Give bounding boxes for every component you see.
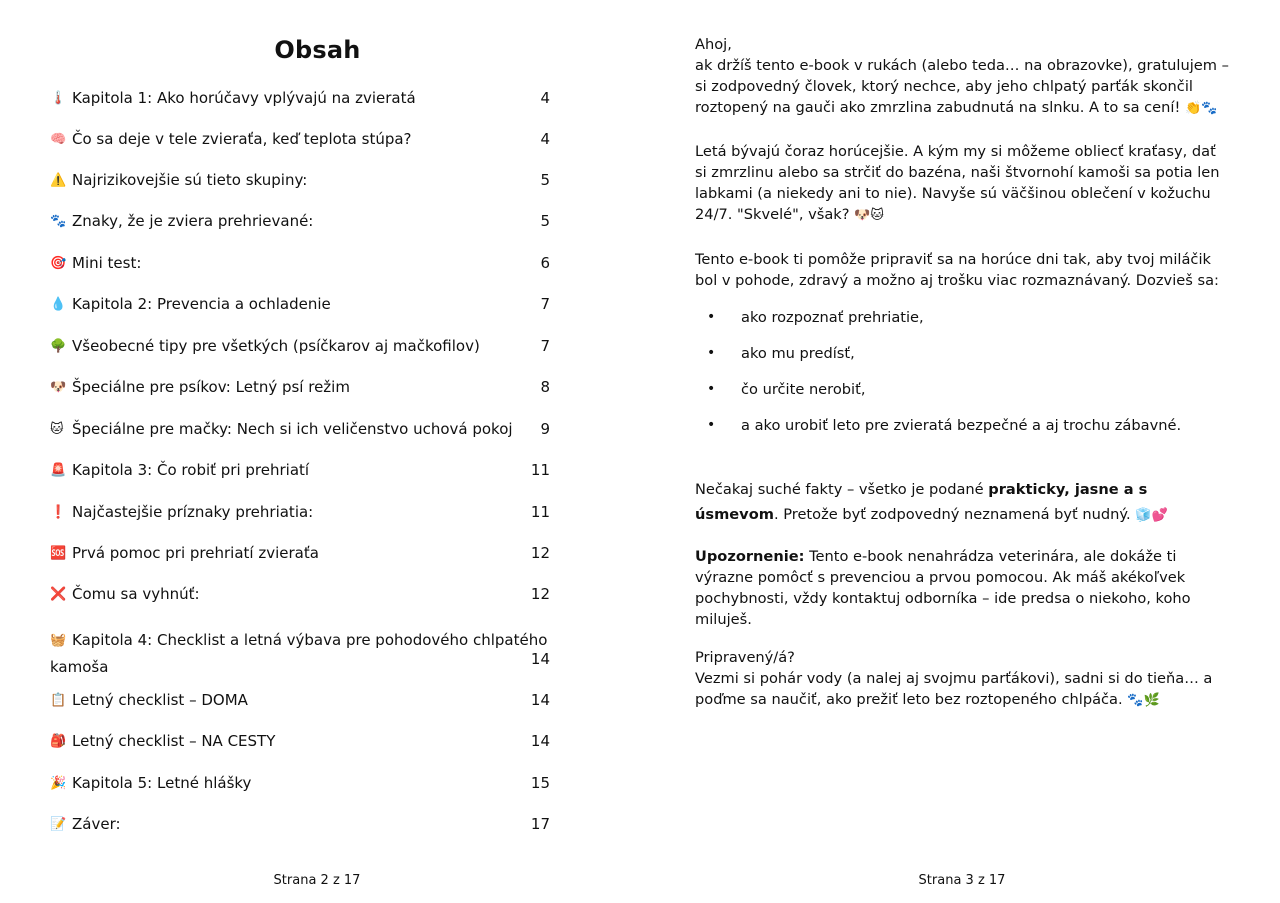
toc-label: Najčastejšie príznaky prehriatia: (72, 503, 314, 521)
toc-entry[interactable] (50, 420, 550, 439)
toc-label: Kapitola 5: Letné hlášky (72, 774, 252, 792)
toc-icon: 🌡️ (50, 91, 67, 106)
warning-paragraph (695, 546, 1230, 630)
heat-text: Letá bývajú čoraz horúcejšie. A kým my si môžeme obliecť kraťasy, dať si zmrzlinu alebo sa strčiť do bazéna, naši štvornohí kamoši sa potia len labkami (a niekedy ani to nie). Navyše sú väčšinou oblečení v kožuchu 24/7. "Skvelé", však? (695, 143, 1220, 223)
intro-text: ak držíš tento e-book v rukách (alebo teda… na obrazovke), gratulujem – si zodpovedný človek, ktorý nechce, aby jeho chlpatý parťák skončil roztopený na gauči ako zmrzlina zabudnutá na slnku. A to sa cení! (695, 57, 1229, 116)
toc-entry[interactable] (50, 337, 550, 356)
toc-entry[interactable] (50, 732, 550, 751)
toc-page-number: 4 (540, 89, 550, 107)
toc-entry[interactable] (50, 130, 550, 149)
ebook-purpose-paragraph: Tento e-book ti pomôže pripraviť sa na horúce dni tak, aby tvoj miláčik bol v pohode, zdravý a možno aj trošku viac rozmaznávaný. Dozvieš sa: (695, 251, 1219, 289)
toc-icon: 🐾 (50, 214, 67, 229)
bullet-symbol: • (707, 417, 716, 433)
toc-icon: 🚨 (50, 463, 67, 478)
bullet-symbol: • (707, 381, 716, 397)
toc-icon: 🎯 (50, 256, 67, 271)
dog-cat-icon: 🐶🐱 (854, 208, 884, 223)
toc-icon: 🐱 (50, 422, 64, 437)
toc-entry[interactable] (50, 503, 550, 522)
toc-label: Špeciálne pre psíkov: Letný psí režim (72, 378, 350, 396)
toc-label: Špeciálne pre mačky: Nech si ich veličenstvo uchová pokoj (72, 420, 513, 438)
toc-icon: 💧 (50, 297, 67, 312)
toc-icon: 🧠 (50, 132, 67, 147)
toc-label: Čo sa deje v tele zvieraťa, keď teplota stúpa? (72, 130, 412, 148)
toc-page-number: 5 (540, 171, 550, 189)
toc-label: Kapitola 1: Ako horúčavy vplývajú na zvieratá (72, 89, 416, 107)
list-item: • a ako urobiť leto pre zvieratá bezpečné a aj trochu zábavné. (707, 416, 1182, 434)
bullet-symbol: • (707, 309, 716, 325)
toc-entry[interactable] (50, 89, 550, 108)
toc-page-number: 5 (540, 212, 550, 230)
closing-text: Vezmi si pohár vody (a nalej aj svojmu parťákovi), sadni si do tieňa… a poďme sa naučiť, ako prežiť leto bez roztopeného chlpáča. (695, 670, 1213, 708)
toc-entry[interactable] (50, 254, 550, 273)
warning-text: Tento e-book nenahrádza veterinára, ale dokáže ti výrazne pomôcť s prevenciou a prvou pomocou. Ak máš akékoľvek pochybnosti, vždy kontaktuj odborníka – ide predsa o niekoho, koho miluješ. (695, 548, 1191, 628)
toc-entry[interactable] (50, 212, 550, 231)
practical-paragraph: Nečakaj suché fakty – všetko je podané prakticky, jasne a s úsmevom. Pretože byť zodpovedný neznamená byť nudný. 🧊💕 (695, 481, 1168, 523)
toc-label: Letný checklist – DOMA (72, 691, 248, 709)
toc-label: Najrizikovejšie sú tieto skupiny: (72, 171, 308, 189)
toc-entry[interactable] (50, 544, 550, 563)
toc-page-number: 15 (530, 774, 550, 792)
toc-entry[interactable] (50, 171, 550, 190)
list-item: • ako rozpoznať prehriatie, (707, 308, 924, 326)
toc-label: Kapitola 2: Prevencia a ochladenie (72, 295, 331, 313)
toc-label: Čomu sa vyhnúť: (72, 585, 200, 603)
toc-label: Záver: (72, 815, 121, 833)
toc-entry[interactable] (50, 815, 550, 834)
toc-label: Mini test: (72, 254, 142, 272)
ready-question: Pripravený/á? (695, 649, 795, 666)
toc-page-number: 14 (530, 650, 550, 668)
toc-icon: ❌ (50, 587, 67, 602)
toc-icon: 🆘 (50, 546, 67, 561)
ice-heart-icon: 🧊💕 (1135, 508, 1168, 523)
toc-title: Obsah (274, 36, 361, 64)
page-footer-right: Strana 3 z 17 (918, 873, 1006, 888)
toc-icon: 🎒 (50, 734, 67, 749)
toc-page-number: 14 (530, 732, 550, 750)
toc-entry[interactable] (50, 774, 550, 793)
toc-icon: ❗ (50, 505, 67, 520)
emphasis-text: prakticky, jasne a s úsmevom (695, 481, 1148, 523)
toc-icon: 🧺 (50, 633, 67, 648)
toc-page-number: 9 (540, 420, 550, 438)
greeting: Ahoj, (695, 36, 732, 53)
toc-page-number: 7 (540, 337, 550, 355)
heat-paragraph (695, 141, 1230, 226)
toc-page-number: 17 (530, 815, 550, 833)
toc-icon: 📋 (50, 693, 67, 708)
toc-page-number: 8 (540, 378, 550, 396)
toc-label: Prvá pomoc pri prehriatí zvieraťa (72, 544, 319, 562)
right-page (640, 0, 1280, 903)
toc-page-number: 7 (540, 295, 550, 313)
closing-paragraph (695, 647, 1230, 711)
toc-page-number: 12 (530, 544, 550, 562)
toc-page-number: 11 (530, 503, 550, 521)
toc-page-number: 14 (530, 691, 550, 709)
toc-label: Kapitola 4: Checklist a letná výbava pre pohodového chlpatého (72, 631, 548, 649)
toc-icon: 🌳 (50, 339, 67, 354)
page-footer-left: Strana 2 z 17 (273, 873, 361, 888)
list-item: • ako mu predísť, (707, 344, 855, 362)
toc-label: Kapitola 3: Čo robiť pri prehriatí (72, 461, 310, 479)
toc-entry[interactable] (50, 461, 550, 480)
toc-entry[interactable] (50, 295, 550, 314)
intro-paragraph (695, 34, 1230, 119)
toc-label-continued: kamoša (50, 658, 109, 676)
toc-icon: 📝 (50, 817, 67, 832)
bullet-symbol: • (707, 345, 716, 361)
toc-icon: 🎉 (50, 776, 67, 791)
toc-label: Letný checklist – NA CESTY (72, 732, 276, 750)
toc-icon: 🐶 (50, 380, 67, 395)
toc-entry[interactable] (50, 627, 550, 676)
toc-entry[interactable] (50, 691, 550, 710)
paw-leaf-icon: 🐾🌿 (1127, 693, 1160, 708)
list-item: • čo určite nerobiť, (707, 380, 866, 398)
clap-paw-icon: 👏🐾 (1184, 101, 1218, 116)
warning-label: Upozornenie: (695, 548, 805, 565)
toc-entry[interactable] (50, 378, 550, 397)
toc-page-number: 6 (540, 254, 550, 272)
toc-entry[interactable] (50, 585, 550, 604)
toc-page-number: 12 (530, 585, 550, 603)
toc-icon: ⚠️ (50, 173, 67, 188)
toc-page-number: 11 (530, 461, 550, 479)
toc-label: Všeobecné tipy pre všetkých (psíčkarov aj mačkofilov) (72, 337, 480, 355)
toc-page-number: 4 (540, 130, 550, 148)
toc-label: Znaky, že je zviera prehrievané: (72, 212, 314, 230)
